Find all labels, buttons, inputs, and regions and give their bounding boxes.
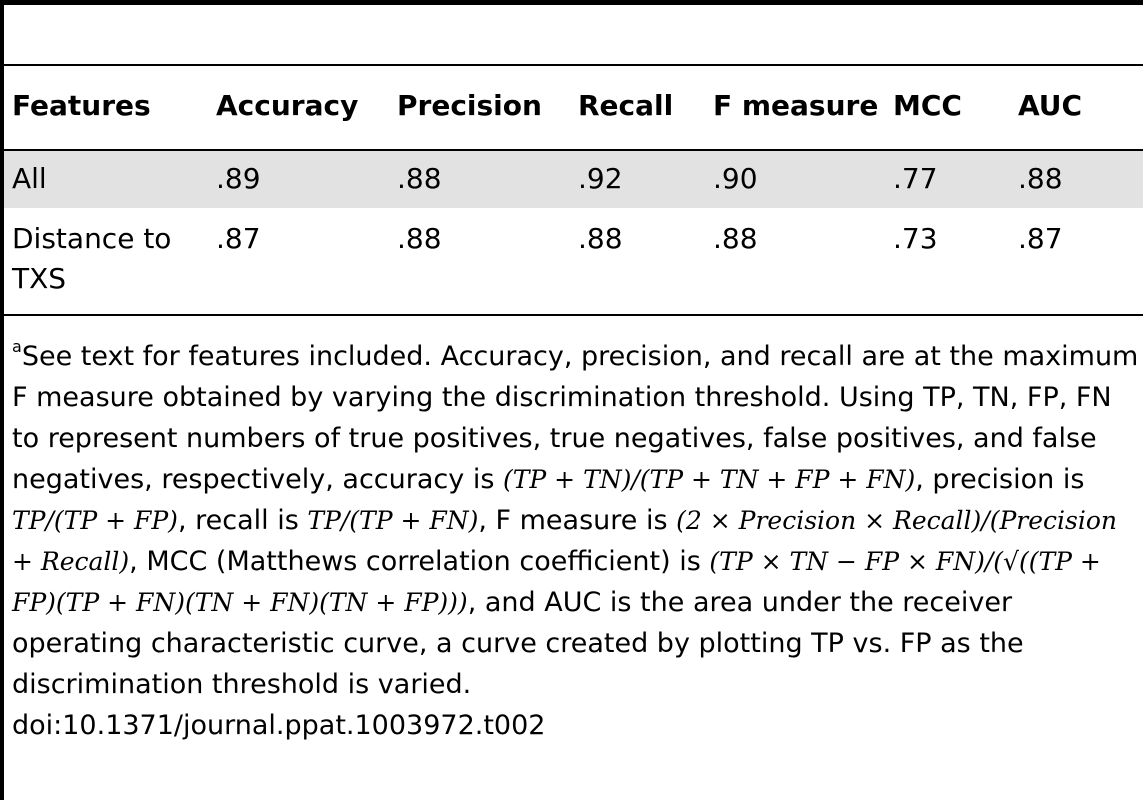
footnote-text: , recall is	[177, 505, 299, 536]
header-recall: Recall	[578, 89, 674, 122]
header-f-measure: F measure	[713, 89, 879, 122]
cell-recall: .88	[578, 222, 623, 255]
footnote-text: See text for features included. Accuracy, precision, and recall are at the maximum F measure obtained by varying the discrimination threshold. Using TP, TN, FP, FN to represent numbers of true positives, true negatives, false positives, and false negatives, respectively, accuracy is	[12, 341, 1139, 495]
top-rule	[0, 0, 1143, 5]
mcc-formula: (TP × TN − FP × FN)/(√((TP + FP)(TP + FN)(TN + FN)(TN + FP)))	[12, 547, 1101, 617]
precision-formula: TP/(TP + FP)	[12, 506, 178, 535]
cell-precision: .88	[397, 162, 442, 195]
footnote-text: , and AUC is the area under the receiver operating characteristic curve, a curve created by plotting TP vs. FP as the discrimination threshold is varied.	[12, 587, 1024, 700]
cell-f-measure: .90	[713, 162, 758, 195]
footnote-text: , precision is	[915, 464, 1085, 495]
cell-accuracy: .89	[216, 162, 261, 195]
cell-mcc: .77	[893, 162, 938, 195]
doi-link[interactable]: doi:10.1371/journal.ppat.1003972.t002	[12, 710, 546, 741]
footnote-marker: a	[12, 337, 22, 356]
cell-auc: .88	[1018, 162, 1063, 195]
cell-precision: .88	[397, 222, 442, 255]
cell-auc: .87	[1018, 222, 1063, 255]
header-auc: AUC	[1018, 89, 1083, 122]
footnote-text: , MCC (Matthews correlation coefficient) is	[129, 546, 701, 577]
header-precision: Precision	[397, 89, 542, 122]
accuracy-formula: (TP + TN)/(TP + TN + FP + FN)	[502, 465, 916, 494]
header-mcc: MCC	[893, 89, 962, 122]
cell-f-measure: .88	[713, 222, 758, 255]
left-border	[0, 0, 4, 800]
cell-feature: Distance to TXS	[12, 222, 172, 295]
cell-mcc: .73	[893, 222, 938, 255]
header-features: Features	[12, 89, 151, 122]
cell-recall: .92	[578, 162, 623, 195]
table-bottom-rule	[4, 314, 1143, 316]
header-top-rule	[4, 64, 1143, 66]
row-shade	[4, 151, 1143, 208]
recall-formula: TP/(TP + FN)	[307, 506, 479, 535]
footnote-text: , F measure is	[478, 505, 668, 536]
cell-feature: All	[12, 162, 47, 195]
cell-accuracy: .87	[216, 222, 261, 255]
f-measure-formula: (2 × Precision × Recall)/(Precision + Recall)	[12, 506, 1117, 576]
table-footnote	[12, 336, 1143, 746]
header-accuracy: Accuracy	[216, 89, 359, 122]
